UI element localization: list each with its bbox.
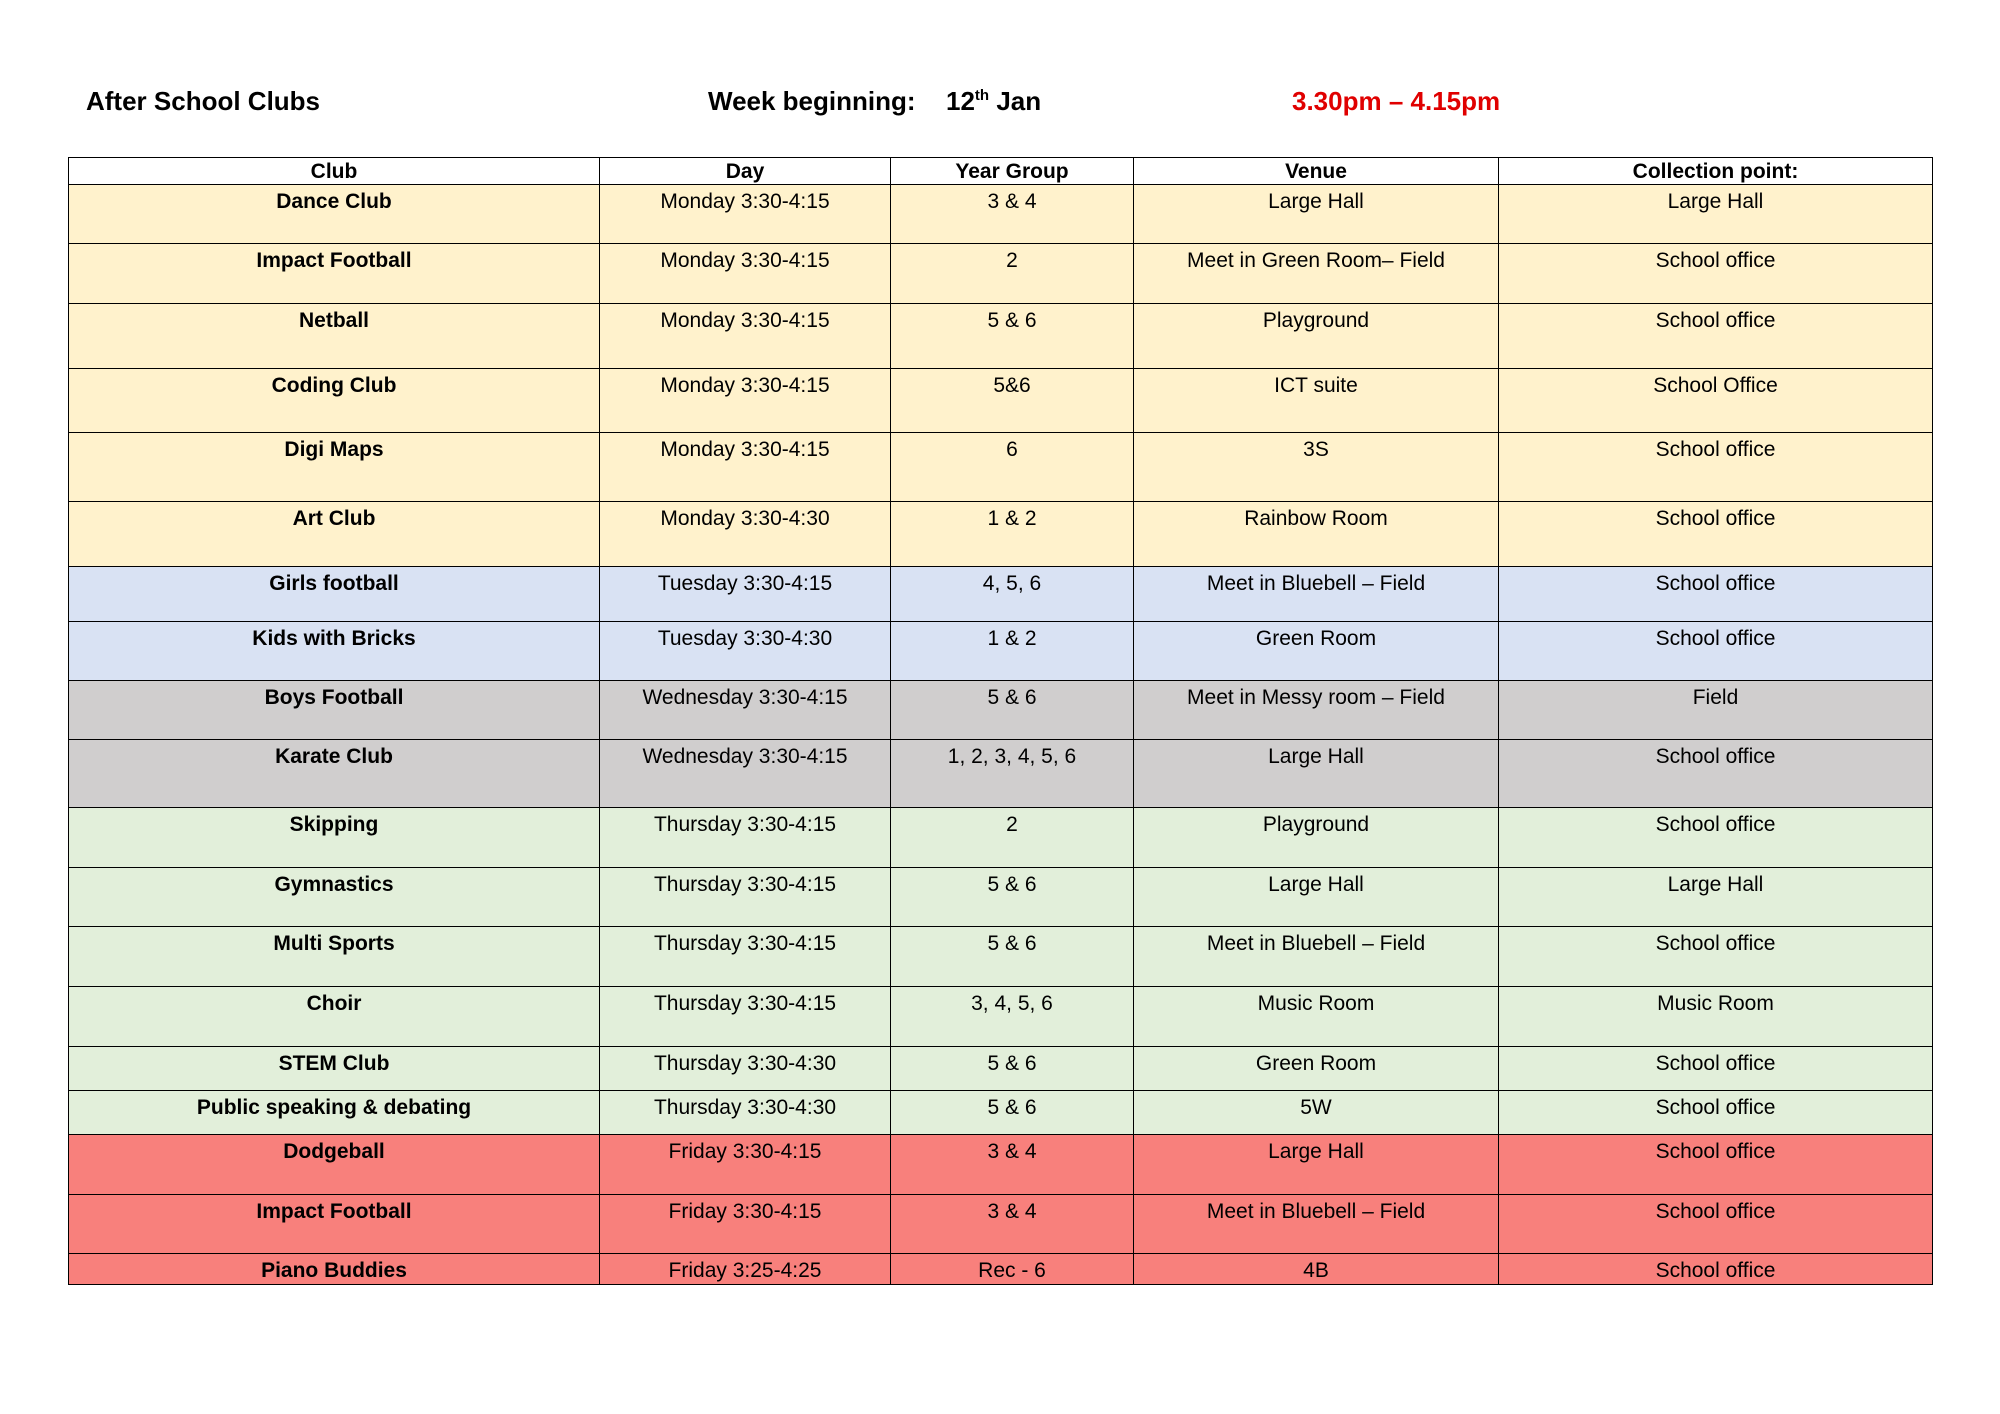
club-day: Monday 3:30-4:15 bbox=[600, 369, 891, 433]
club-day: Thursday 3:30-4:15 bbox=[600, 808, 891, 868]
table-row bbox=[69, 304, 1933, 369]
club-venue: 4B bbox=[1134, 1254, 1499, 1285]
club-venue: Meet in Bluebell – Field bbox=[1134, 927, 1499, 987]
club-name: STEM Club bbox=[69, 1047, 600, 1091]
club-year-group: 3 & 4 bbox=[891, 1195, 1134, 1254]
club-venue: Large Hall bbox=[1134, 185, 1499, 244]
club-year-group: 1 & 2 bbox=[891, 502, 1134, 567]
table-row bbox=[69, 987, 1933, 1047]
table-row bbox=[69, 1195, 1933, 1254]
club-name: Multi Sports bbox=[69, 927, 600, 987]
club-venue: Meet in Green Room– Field bbox=[1134, 244, 1499, 304]
club-collection-point: School office bbox=[1499, 1047, 1933, 1091]
club-day: Tuesday 3:30-4:30 bbox=[600, 622, 891, 681]
club-day: Thursday 3:30-4:30 bbox=[600, 1047, 891, 1091]
column-header-venue: Venue bbox=[1134, 158, 1499, 185]
club-collection-point: Field bbox=[1499, 681, 1933, 740]
club-year-group: 5 & 6 bbox=[891, 304, 1134, 369]
club-year-group: 1, 2, 3, 4, 5, 6 bbox=[891, 740, 1134, 808]
club-year-group: 3 & 4 bbox=[891, 185, 1134, 244]
club-day: Monday 3:30-4:15 bbox=[600, 185, 891, 244]
club-name: Art Club bbox=[69, 502, 600, 567]
club-name: Boys Football bbox=[69, 681, 600, 740]
table-row bbox=[69, 1091, 1933, 1135]
club-venue: Meet in Messy room – Field bbox=[1134, 681, 1499, 740]
club-collection-point: School office bbox=[1499, 1091, 1933, 1135]
club-venue: Large Hall bbox=[1134, 1135, 1499, 1195]
table-row bbox=[69, 502, 1933, 567]
club-name: Public speaking & debating bbox=[69, 1091, 600, 1135]
table-row bbox=[69, 567, 1933, 622]
club-year-group: 6 bbox=[891, 433, 1134, 502]
club-name: Choir bbox=[69, 987, 600, 1047]
club-collection-point: School office bbox=[1499, 808, 1933, 868]
club-year-group: 5 & 6 bbox=[891, 681, 1134, 740]
table-row bbox=[69, 868, 1933, 927]
column-header-day: Day bbox=[600, 158, 891, 185]
table-header-row bbox=[69, 158, 1933, 185]
club-day: Thursday 3:30-4:15 bbox=[600, 927, 891, 987]
table-row bbox=[69, 244, 1933, 304]
club-year-group: Rec - 6 bbox=[891, 1254, 1134, 1285]
club-venue: Music Room bbox=[1134, 987, 1499, 1047]
club-name: Piano Buddies bbox=[69, 1254, 600, 1285]
club-name: Dodgeball bbox=[69, 1135, 600, 1195]
club-name: Girls football bbox=[69, 567, 600, 622]
club-venue: Playground bbox=[1134, 304, 1499, 369]
page-title: After School Clubs bbox=[86, 86, 321, 116]
club-name: Impact Football bbox=[69, 244, 600, 304]
club-year-group: 4, 5, 6 bbox=[891, 567, 1134, 622]
club-day: Thursday 3:30-4:30 bbox=[600, 1091, 891, 1135]
club-name: Skipping bbox=[69, 808, 600, 868]
session-time: 3.30pm – 4.15pm bbox=[1292, 86, 1501, 116]
club-venue: Meet in Bluebell – Field bbox=[1134, 567, 1499, 622]
club-collection-point: School office bbox=[1499, 927, 1933, 987]
club-venue: 5W bbox=[1134, 1091, 1499, 1135]
club-day: Friday 3:30-4:15 bbox=[600, 1135, 891, 1195]
table-row bbox=[69, 1254, 1933, 1285]
club-day: Monday 3:30-4:15 bbox=[600, 304, 891, 369]
club-year-group: 1 & 2 bbox=[891, 622, 1134, 681]
club-year-group: 5 & 6 bbox=[891, 1047, 1134, 1091]
club-collection-point: Large Hall bbox=[1499, 868, 1933, 927]
club-day: Monday 3:30-4:30 bbox=[600, 502, 891, 567]
table-row bbox=[69, 681, 1933, 740]
club-day: Tuesday 3:30-4:15 bbox=[600, 567, 891, 622]
table-row bbox=[69, 433, 1933, 502]
table-row bbox=[69, 1047, 1933, 1091]
club-year-group: 5 & 6 bbox=[891, 927, 1134, 987]
club-venue: Green Room bbox=[1134, 1047, 1499, 1091]
table-row bbox=[69, 369, 1933, 433]
club-venue: Playground bbox=[1134, 808, 1499, 868]
table-row bbox=[69, 185, 1933, 244]
club-collection-point: Large Hall bbox=[1499, 185, 1933, 244]
club-venue: Meet in Bluebell – Field bbox=[1134, 1195, 1499, 1254]
club-day: Thursday 3:30-4:15 bbox=[600, 868, 891, 927]
club-collection-point: School office bbox=[1499, 1195, 1933, 1254]
club-year-group: 5&6 bbox=[891, 369, 1134, 433]
club-venue: Large Hall bbox=[1134, 740, 1499, 808]
page-header bbox=[0, 86, 2000, 126]
club-collection-point: School office bbox=[1499, 567, 1933, 622]
club-venue: 3S bbox=[1134, 433, 1499, 502]
club-day: Friday 3:30-4:15 bbox=[600, 1195, 891, 1254]
club-name: Karate Club bbox=[69, 740, 600, 808]
club-year-group: 2 bbox=[891, 808, 1134, 868]
column-header-collection-point: Collection point: bbox=[1499, 158, 1933, 185]
table-row bbox=[69, 740, 1933, 808]
club-name: Dance Club bbox=[69, 185, 600, 244]
clubs-table bbox=[68, 157, 1933, 1285]
table-row bbox=[69, 808, 1933, 868]
club-year-group: 3 & 4 bbox=[891, 1135, 1134, 1195]
club-venue: Green Room bbox=[1134, 622, 1499, 681]
week-beginning-label: Week beginning: bbox=[708, 86, 916, 116]
club-collection-point: School office bbox=[1499, 1254, 1933, 1285]
club-collection-point: School office bbox=[1499, 304, 1933, 369]
club-collection-point: School office bbox=[1499, 244, 1933, 304]
table-row bbox=[69, 622, 1933, 681]
club-collection-point: School office bbox=[1499, 1135, 1933, 1195]
club-name: Digi Maps bbox=[69, 433, 600, 502]
table-row bbox=[69, 1135, 1933, 1195]
club-collection-point: School office bbox=[1499, 740, 1933, 808]
week-day-suffix: th bbox=[974, 87, 990, 104]
club-collection-point: School office bbox=[1499, 622, 1933, 681]
club-collection-point: School Office bbox=[1499, 369, 1933, 433]
club-day: Wednesday 3:30-4:15 bbox=[600, 740, 891, 808]
club-collection-point: School office bbox=[1499, 502, 1933, 567]
club-year-group: 3, 4, 5, 6 bbox=[891, 987, 1134, 1047]
club-name: Kids with Bricks bbox=[69, 622, 600, 681]
club-venue: ICT suite bbox=[1134, 369, 1499, 433]
club-venue: Rainbow Room bbox=[1134, 502, 1499, 567]
week-beginning-date bbox=[946, 86, 1041, 117]
club-collection-point: Music Room bbox=[1499, 987, 1933, 1047]
club-name: Netball bbox=[69, 304, 600, 369]
table-row bbox=[69, 927, 1933, 987]
club-year-group: 5 & 6 bbox=[891, 1091, 1134, 1135]
week-day: 12 bbox=[946, 86, 975, 116]
club-day: Wednesday 3:30-4:15 bbox=[600, 681, 891, 740]
club-venue: Large Hall bbox=[1134, 868, 1499, 927]
club-name: Coding Club bbox=[69, 369, 600, 433]
club-day: Monday 3:30-4:15 bbox=[600, 433, 891, 502]
club-collection-point: School office bbox=[1499, 433, 1933, 502]
club-year-group: 2 bbox=[891, 244, 1134, 304]
club-year-group: 5 & 6 bbox=[891, 868, 1134, 927]
club-day: Friday 3:25-4:25 bbox=[600, 1254, 891, 1285]
club-day: Thursday 3:30-4:15 bbox=[600, 987, 891, 1047]
club-name: Impact Football bbox=[69, 1195, 600, 1254]
club-day: Monday 3:30-4:15 bbox=[600, 244, 891, 304]
week-month: Jan bbox=[996, 86, 1042, 116]
club-name: Gymnastics bbox=[69, 868, 600, 927]
column-header-year-group: Year Group bbox=[891, 158, 1134, 185]
column-header-club: Club bbox=[69, 158, 600, 185]
